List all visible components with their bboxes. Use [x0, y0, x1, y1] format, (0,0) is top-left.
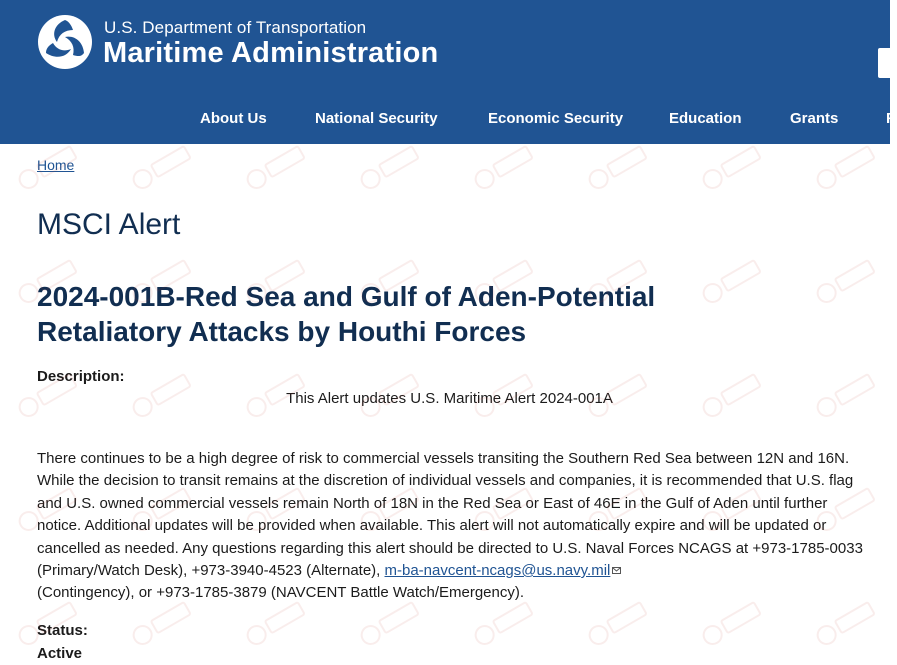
status-label: Status:: [37, 622, 88, 639]
nav-item-grants[interactable]: Grants: [790, 110, 839, 127]
status-value: Active: [37, 645, 83, 662]
dot-triskelion-logo-icon[interactable]: [37, 14, 93, 70]
agency-name[interactable]: Maritime Administration: [103, 37, 439, 69]
nav-item-truncated[interactable]: R: [886, 110, 897, 127]
alert-body-text: [37, 448, 867, 605]
department-name: U.S. Department of Transportation: [104, 18, 367, 37]
email-icon: [612, 567, 621, 574]
nav-item-national-security[interactable]: National Security: [315, 110, 438, 127]
nav-item-economic-security[interactable]: Economic Security: [488, 110, 624, 127]
page-title: MSCI Alert: [37, 208, 181, 241]
alert-body-part-1: There continues to be a high degree of risk to commercial vessels transiting the Southern Red Sea between 12N and 16N. While the decision to transit remains at the discretion of individual vessels and companies, it is recommended that U.S. flag and U.S. owned commercial vessels remain North of 18N in the Red Sea or East of 46E in the Gulf of Aden until further notice. Additional updates will be provided when available. This alert will not automatically expire and will be updated or cancelled as needed. Any questions regarding this alert should be directed to U.S. Naval Forces NCAGS at +973-1785-0033 (Primary/Watch Desk), +973-3940-4523 (Alternate),: [37, 450, 863, 580]
site-header: [0, 0, 897, 144]
description-summary: This Alert updates U.S. Maritime Alert 2024-001A: [286, 390, 613, 407]
email-link[interactable]: m-ba-navcent-ncags@us.navy.mil: [384, 562, 611, 580]
description-label: Description:: [37, 368, 125, 385]
breadcrumb-home-link[interactable]: Home: [37, 157, 75, 173]
nav-item-education[interactable]: Education: [669, 110, 742, 127]
search-box-edge[interactable]: [878, 48, 892, 78]
nav-item-about-us[interactable]: About Us: [200, 110, 267, 127]
alert-body-part-2: (Contingency), or +973-1785-3879 (NAVCENT Battle Watch/Emergency).: [37, 584, 525, 602]
alert-title: 2024-001B-Red Sea and Gulf of Aden-Potential Retaliatory Attacks by Houthi Forces: [37, 281, 656, 347]
main-navigation: [0, 108, 897, 130]
